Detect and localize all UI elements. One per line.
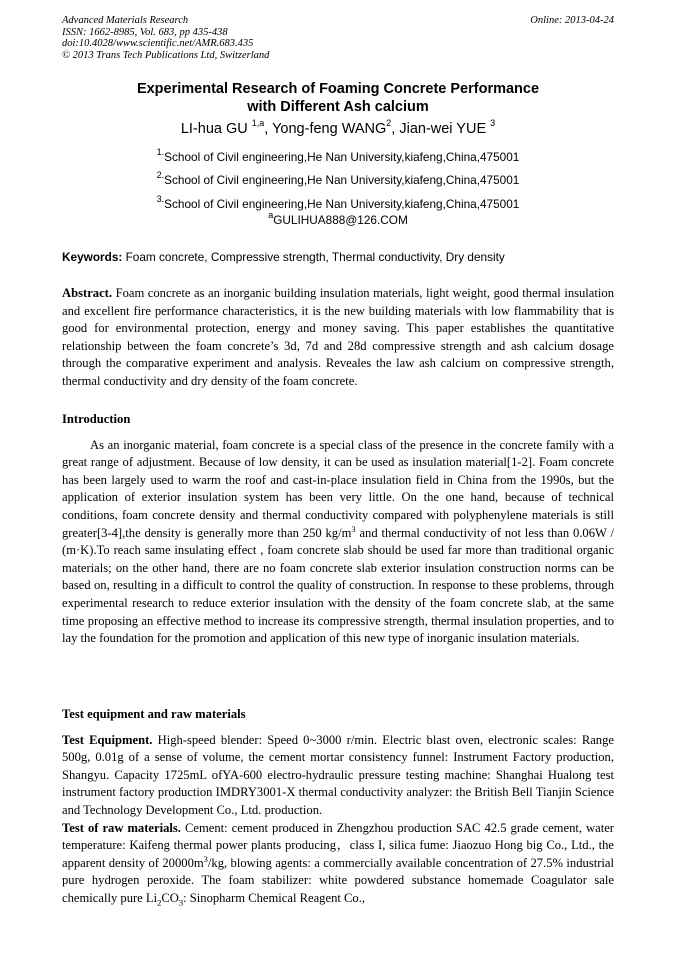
- introduction-paragraph: [62, 437, 614, 648]
- email-line: [62, 210, 614, 227]
- raw-sup: 3: [203, 853, 208, 864]
- abstract-label: Abstract.: [62, 286, 113, 300]
- test-equipment-section: [62, 706, 614, 908]
- test-equipment-heading: Test equipment and raw materials: [62, 707, 246, 721]
- copyright-line: © 2013 Trans Tech Publications Ltd, Switzerland: [62, 49, 270, 61]
- page-header: [62, 15, 614, 61]
- intro-text-1: As an inorganic material, foam concrete is a special class of the presence in the concrete family with a great range of adjustment. Because of low density, it can be used as insulation material[1-2]. Foam concrete has been largely used to warm the roof and cast-in-place insulation field in China from the 1990s, but the application of exterior insulation system has been very little. On the one hand, because of technical conditions, foam concrete density and thermal conductivity compared with polyphenylene materials is still greater[3-4],the density is generally more than 250 kg/m: [62, 437, 614, 540]
- author-2-sup: 2: [386, 118, 392, 129]
- test-equipment-label: Test Equipment.: [62, 732, 153, 747]
- online-date: Online: 2013-04-24: [530, 15, 614, 26]
- issn-line: ISSN: 1662-8985, Vol. 683, pp 435-438: [62, 26, 228, 38]
- raw-sub-1: 2: [157, 897, 162, 908]
- affiliation-1-sup: 1.: [156, 147, 165, 158]
- introduction-heading: Introduction: [62, 412, 131, 426]
- raw-text-1: Cement: cement produced in Zhengzhou production SAC 42.5 grade cement, water temperature: Kaifeng thermal power plants producing，class I, silica fume: Jiaozuo Hong big Co., Ltd., the apparent density of 20000m: [62, 820, 614, 870]
- keywords: [62, 250, 614, 264]
- raw-text-4: : Sinopharm Chemical Reagent Co.,: [183, 890, 366, 905]
- intro-sup: 3: [351, 523, 356, 534]
- title-line-1: Experimental Research of Foaming Concrete Performance: [136, 81, 540, 97]
- affiliation-3-text: School of Civil engineering,He Nan University,kiafeng,China,475001: [164, 197, 520, 211]
- author-list: LI-hua GU $^{1,a}$, Yong-feng WANG$^2$, Jian-wei YUE $^3$: [180, 118, 496, 137]
- paper-title: [62, 81, 614, 116]
- abstract-text: Foam concrete as an inorganic building insulation materials, light weight, good thermal insulation and excellent fire performance characteristics, it is the new building materials with low flammability that is good for environmental protection, energy and money saving. This paper establishes the quantitative relationship between the foam concrete’s 3d, 7d and 28d compressive strength and ash calcium dosage through the comparative experiment and analysis. Reveales the law ash calcium on compressive strength, thermal conductivity and dry density of the foam concrete.: [62, 286, 614, 388]
- raw-materials-label: Test of raw materials.: [62, 820, 181, 835]
- author-1-sup: 1,a: [251, 118, 265, 129]
- test-equipment-paragraph: [62, 732, 614, 820]
- journal-name: Advanced Materials Research: [62, 15, 189, 26]
- affiliation-1: [62, 147, 614, 164]
- email-address: GULIHUA888@126.COM: [273, 213, 408, 227]
- author-3: Jian-wei YUE: [399, 121, 487, 137]
- abstract: [62, 285, 614, 391]
- affiliation-2: [62, 170, 614, 187]
- intro-text-2: and thermal conductivity of not less than 0.06W / (m·K).To reach same insulating effect , foam concrete slab should be used far more than traditional organic materials; on the other hand, there are no foam concrete slab exterior insulation construction norms can be based on, resulting in a difficult to control the quality of construction. In response to these problems, through experimental research to reduce exterior insulation with the density of the foam concrete slab, at the same time proposing an effective method to increase its compressive strength, thermal insulation properties, and to lay the foundation for the promotion and application of this new type of inorganic insulation materials.: [62, 525, 614, 646]
- affiliation-2-sup: 2.: [156, 170, 165, 181]
- doi-line: doi:10.4028/www.scientific.net/AMR.683.435: [62, 38, 254, 50]
- raw-text-2: /kg, blowing agents: a commercially available concentration of 27.5% industrial pure hydrogen peroxide. The foam stabilizer: white powdered substance homemade Coagulator sale chemically pure Li: [62, 855, 614, 905]
- affiliation-3: [62, 194, 614, 211]
- keywords-label: Keywords:: [62, 250, 123, 264]
- title-line-2: with Different Ash calcium: [247, 98, 429, 115]
- author-2: Yong-feng WANG: [272, 121, 387, 137]
- raw-sub-2: 3: [178, 897, 184, 908]
- author-1: LI-hua GU: [180, 121, 248, 137]
- test-equipment-text: High-speed blender: Speed 0~3000 r/min. Electric blast oven, electronic scales: Range 500g, 0.01g of a sense of volume, the cement mortar consistency funnel: Instrument Factory production, Shangyu. Capacity 1725mL ofYA-600 electro-hydraulic pressure testing machine: Shanghai Hualong test instrument factory production IMDRY3001-X thermal conductivity analyzer: the British Bell Tianjin Science and Technology Development Co., Ltd. production.: [62, 732, 614, 817]
- introduction-section: [62, 411, 614, 648]
- affiliation-3-sup: 3.: [156, 194, 165, 205]
- email-sup: a: [268, 210, 274, 221]
- raw-materials-paragraph: [62, 820, 614, 908]
- raw-text-3: CO: [161, 890, 179, 905]
- affiliation-1-text: School of Civil engineering,He Nan University,kiafeng,China,475001: [164, 150, 520, 164]
- author-3-sup: 3: [490, 118, 496, 129]
- affiliation-2-text: School of Civil engineering,He Nan University,kiafeng,China,475001: [164, 173, 520, 187]
- keywords-text: Foam concrete, Compressive strength, Thermal conductivity, Dry density: [122, 250, 505, 264]
